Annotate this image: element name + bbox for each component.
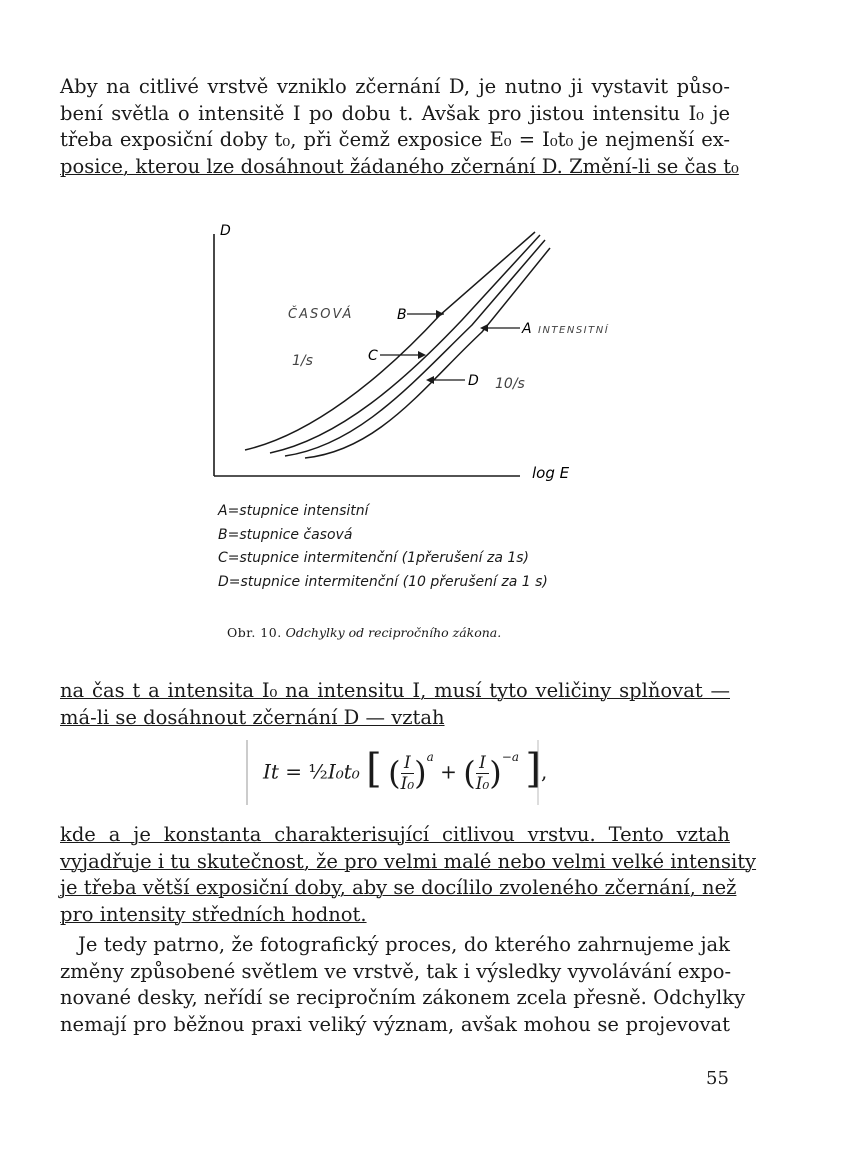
formula-half: ½: [308, 759, 328, 784]
text-line: bení světla o intensitě I po dobu t. Avšak pro jistou intensitu I₀ je: [60, 101, 730, 125]
paragraph-1: [60, 74, 739, 180]
text-line: vyjadřuje i tu skutečnost, že pro velmi malé nebo velmi velké intensity: [60, 849, 757, 873]
paragraph-4: [60, 932, 746, 1038]
figure-caption: [227, 625, 501, 640]
legend-item: A=stupnice intensitní: [218, 503, 369, 519]
text-line: pro intensity středních hodnot.: [60, 902, 367, 926]
ratio-denominator: I₀: [400, 773, 415, 794]
caption-text: Odchylky od recipročního zákona.: [285, 625, 502, 640]
legend-item: C=stupnice intermitenční (1přerušení za 1s): [218, 550, 530, 566]
text-line: je třeba větší exposiční doby, aby se docílilo zvoleného zčernání, než: [60, 876, 737, 899]
ratio-numerator: I: [401, 753, 415, 774]
curve-c: [270, 235, 540, 453]
legend-item: D=stupnice intermitenční (10 přerušení za 1 s): [218, 573, 548, 590]
text-line: nemají pro běžnou praxi veliký význam, avšak mohou se projevovat: [60, 1012, 730, 1036]
text-line: kde a je konstanta charakterisující citlivou vrstvu. Tento vztah: [60, 823, 730, 846]
ratio-denominator: I₀: [475, 773, 490, 794]
paragraph-2: [60, 678, 730, 731]
text-line: změny způsobené světlem ve vrstvě, tak i výsledky vyvolávání expo-: [60, 959, 732, 983]
page-number: 55: [706, 1068, 729, 1089]
text-line: posice, kterou lze dosáhnout žádaného zčernání D. Změní-li se čas t₀: [60, 154, 739, 178]
text-line: na čas t a intensita I₀ na intensitu I, musí tyto veličiny splňovat —: [60, 679, 730, 702]
exponent-neg-a: −a: [501, 749, 519, 764]
reciprocity-figure: [200, 220, 610, 490]
caption-number: Obr. 10.: [227, 625, 282, 640]
ratio-numerator: I: [476, 753, 490, 774]
legend-item: B=stupnice časová: [218, 526, 353, 543]
formula-lhs: It =: [263, 759, 309, 784]
exponent-a: a: [426, 749, 434, 764]
paragraph-3: [60, 822, 757, 928]
y-axis-label: D: [220, 223, 231, 239]
label-b: B: [397, 307, 407, 323]
formula-comma: ,: [540, 759, 548, 784]
text-line: Je tedy patrno, že fotografický proces, do kterého zahrnujeme jak: [78, 933, 730, 956]
formula-i0t0: I₀t₀: [327, 759, 360, 784]
curve-d: [305, 248, 550, 458]
note-1s: 1/s: [292, 353, 313, 369]
text-line: třeba exposiční doby t₀, při čemž exposice E₀ = I₀t₀ je nejmenší ex-: [60, 128, 730, 151]
label-a: A: [522, 321, 532, 337]
note-casova: ČASOVÁ: [288, 307, 354, 322]
text-line: nované desky, neřídí se recipročním zákonem zcela přesně. Odchylky: [60, 986, 746, 1009]
reciprocity-formula: It = ½I₀t₀ [ ( $\frac{I}{\text{I₀}}$ )$^a$ + ( $\frac{I}{\text{I₀}}$ )$^{-a}$ ],: [263, 746, 548, 794]
label-d: D: [468, 373, 479, 389]
text-line: Aby na citlivé vrstvě vzniklo zčernání D, je nutno ji vystavit půso-: [60, 75, 730, 98]
x-axis-label: log E: [532, 464, 570, 482]
note-intensitni: INTENSITNÍ: [538, 325, 610, 336]
label-c: C: [368, 348, 378, 364]
text-line: má-li se dosáhnout zčernání D — vztah: [60, 705, 445, 729]
curve-b: [245, 232, 535, 450]
formula-plus: +: [440, 759, 457, 784]
figure-legend: [218, 500, 548, 594]
note-10s: 10/s: [495, 376, 525, 392]
